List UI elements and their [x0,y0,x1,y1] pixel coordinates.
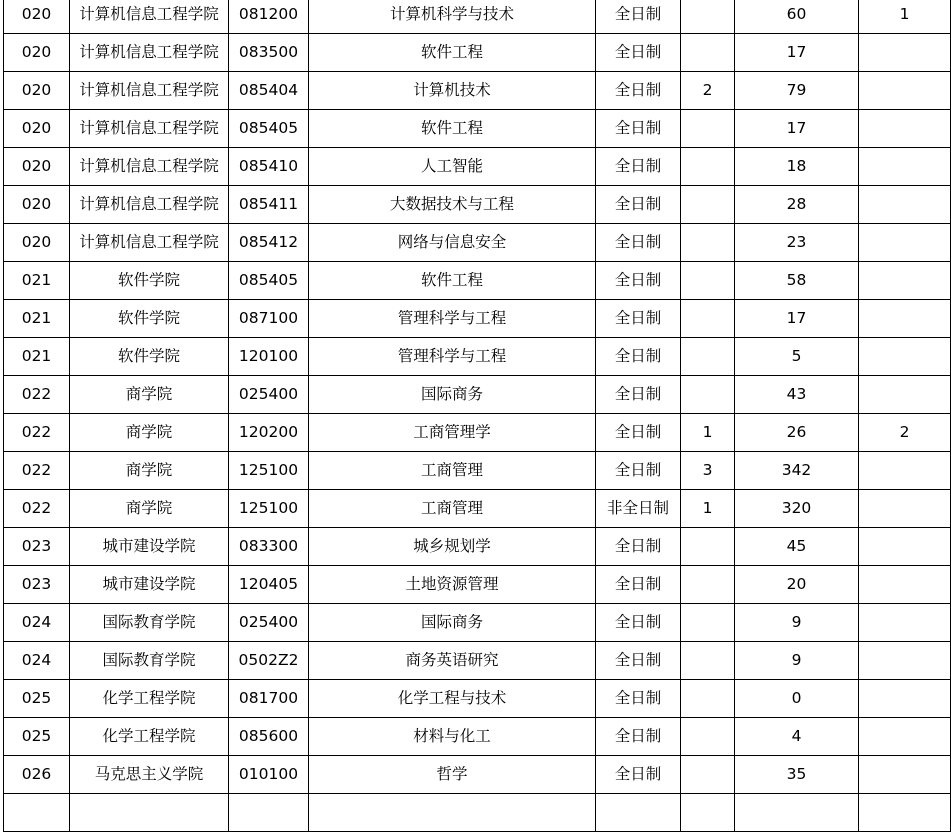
dept-name-cell: 商学院 [70,414,229,452]
study-mode-cell: 全日制 [596,604,681,642]
major-name-cell: 哲学 [309,756,596,794]
count-c-cell [859,110,951,148]
major-name-cell [309,794,596,832]
study-mode-cell: 全日制 [596,110,681,148]
dept-code-cell: 026 [4,756,70,794]
major-name-cell: 大数据技术与工程 [309,186,596,224]
dept-name-cell: 计算机信息工程学院 [70,110,229,148]
count-c-cell [859,224,951,262]
count-a-cell: 3 [681,452,735,490]
dept-code-cell: 024 [4,642,70,680]
major-code-cell: 081700 [229,680,309,718]
count-b-cell: 17 [735,34,859,72]
count-b-cell: 320 [735,490,859,528]
count-a-cell [681,148,735,186]
count-a-cell [681,718,735,756]
count-c-cell [859,148,951,186]
count-b-cell: 26 [735,414,859,452]
count-c-cell [859,528,951,566]
major-code-cell: 083300 [229,528,309,566]
major-code-cell: 081200 [229,0,309,34]
count-c-cell [859,604,951,642]
enrollment-table [3,0,951,832]
count-b-cell: 342 [735,452,859,490]
study-mode-cell: 非全日制 [596,490,681,528]
dept-code-cell: 022 [4,490,70,528]
count-c-cell [859,338,951,376]
count-a-cell [681,642,735,680]
table-row [4,0,951,34]
dept-name-cell [70,794,229,832]
dept-code-cell: 024 [4,604,70,642]
dept-code-cell: 025 [4,680,70,718]
count-a-cell [681,756,735,794]
major-code-cell: 087100 [229,300,309,338]
count-b-cell: 9 [735,604,859,642]
count-a-cell [681,376,735,414]
major-name-cell: 管理科学与工程 [309,300,596,338]
major-code-cell: 0502Z2 [229,642,309,680]
dept-code-cell: 023 [4,566,70,604]
dept-code-cell: 020 [4,110,70,148]
count-c-cell: 1 [859,0,951,34]
major-code-cell: 083500 [229,34,309,72]
study-mode-cell: 全日制 [596,300,681,338]
study-mode-cell: 全日制 [596,414,681,452]
count-b-cell [735,794,859,832]
major-code-cell: 085405 [229,110,309,148]
study-mode-cell: 全日制 [596,452,681,490]
count-a-cell [681,110,735,148]
study-mode-cell: 全日制 [596,680,681,718]
dept-name-cell: 计算机信息工程学院 [70,186,229,224]
study-mode-cell: 全日制 [596,642,681,680]
major-name-cell: 软件工程 [309,34,596,72]
table-row [4,604,951,642]
study-mode-cell: 全日制 [596,0,681,34]
count-c-cell [859,490,951,528]
count-b-cell: 60 [735,0,859,34]
study-mode-cell: 全日制 [596,34,681,72]
study-mode-cell: 全日制 [596,566,681,604]
major-code-cell: 125100 [229,452,309,490]
dept-code-cell: 021 [4,300,70,338]
table-row [4,452,951,490]
major-name-cell: 材料与化工 [309,718,596,756]
table-row [4,148,951,186]
count-b-cell: 20 [735,566,859,604]
count-b-cell: 45 [735,528,859,566]
major-name-cell: 软件工程 [309,262,596,300]
dept-name-cell: 软件学院 [70,262,229,300]
major-name-cell: 计算机技术 [309,72,596,110]
major-code-cell [229,794,309,832]
table-row [4,490,951,528]
count-a-cell [681,528,735,566]
table-row [4,414,951,452]
dept-name-cell: 计算机信息工程学院 [70,72,229,110]
major-code-cell: 085412 [229,224,309,262]
count-c-cell [859,376,951,414]
table-row [4,72,951,110]
count-c-cell [859,72,951,110]
major-name-cell: 工商管理 [309,452,596,490]
study-mode-cell: 全日制 [596,376,681,414]
count-b-cell: 9 [735,642,859,680]
count-c-cell [859,566,951,604]
dept-name-cell: 城市建设学院 [70,566,229,604]
dept-name-cell: 计算机信息工程学院 [70,224,229,262]
study-mode-cell: 全日制 [596,528,681,566]
count-b-cell: 35 [735,756,859,794]
count-b-cell: 4 [735,718,859,756]
major-name-cell: 人工智能 [309,148,596,186]
dept-name-cell: 马克思主义学院 [70,756,229,794]
table-row [4,642,951,680]
count-c-cell [859,186,951,224]
dept-code-cell: 020 [4,72,70,110]
table-row [4,794,951,832]
count-a-cell: 1 [681,490,735,528]
major-name-cell: 管理科学与工程 [309,338,596,376]
table-row [4,680,951,718]
major-name-cell: 网络与信息安全 [309,224,596,262]
table-row [4,756,951,794]
major-code-cell: 120405 [229,566,309,604]
major-code-cell: 085410 [229,148,309,186]
major-name-cell: 土地资源管理 [309,566,596,604]
table-body [4,0,951,832]
dept-name-cell: 化学工程学院 [70,718,229,756]
dept-code-cell: 021 [4,262,70,300]
count-a-cell [681,224,735,262]
table-row [4,528,951,566]
table-row [4,34,951,72]
table-row [4,186,951,224]
dept-name-cell: 商学院 [70,376,229,414]
count-a-cell [681,566,735,604]
major-code-cell: 120100 [229,338,309,376]
major-name-cell: 国际商务 [309,604,596,642]
count-c-cell [859,756,951,794]
major-name-cell: 工商管理学 [309,414,596,452]
major-code-cell: 125100 [229,490,309,528]
dept-code-cell: 020 [4,186,70,224]
major-name-cell: 计算机科学与技术 [309,0,596,34]
count-b-cell: 18 [735,148,859,186]
table-row [4,376,951,414]
count-a-cell [681,262,735,300]
major-name-cell: 国际商务 [309,376,596,414]
count-b-cell: 79 [735,72,859,110]
count-a-cell: 2 [681,72,735,110]
table-row [4,300,951,338]
dept-name-cell: 软件学院 [70,300,229,338]
table-row [4,262,951,300]
count-b-cell: 5 [735,338,859,376]
dept-code-cell: 020 [4,0,70,34]
count-c-cell [859,794,951,832]
study-mode-cell: 全日制 [596,718,681,756]
count-b-cell: 58 [735,262,859,300]
count-b-cell: 28 [735,186,859,224]
count-c-cell [859,300,951,338]
major-name-cell: 化学工程与技术 [309,680,596,718]
count-b-cell: 0 [735,680,859,718]
dept-name-cell: 商学院 [70,490,229,528]
study-mode-cell [596,794,681,832]
count-c-cell: 2 [859,414,951,452]
dept-name-cell: 国际教育学院 [70,642,229,680]
count-c-cell [859,262,951,300]
major-name-cell: 城乡规划学 [309,528,596,566]
dept-code-cell: 020 [4,224,70,262]
major-code-cell: 085411 [229,186,309,224]
count-a-cell: 1 [681,414,735,452]
dept-code-cell [4,794,70,832]
table-row [4,224,951,262]
dept-code-cell: 025 [4,718,70,756]
table-row [4,338,951,376]
study-mode-cell: 全日制 [596,224,681,262]
dept-code-cell: 022 [4,414,70,452]
count-a-cell [681,0,735,34]
study-mode-cell: 全日制 [596,262,681,300]
count-c-cell [859,452,951,490]
major-code-cell: 120200 [229,414,309,452]
count-a-cell [681,338,735,376]
major-name-cell: 工商管理 [309,490,596,528]
count-a-cell [681,34,735,72]
study-mode-cell: 全日制 [596,148,681,186]
dept-code-cell: 022 [4,376,70,414]
study-mode-cell: 全日制 [596,338,681,376]
major-code-cell: 085600 [229,718,309,756]
dept-name-cell: 计算机信息工程学院 [70,0,229,34]
major-code-cell: 025400 [229,376,309,414]
count-a-cell [681,680,735,718]
dept-name-cell: 软件学院 [70,338,229,376]
dept-code-cell: 023 [4,528,70,566]
dept-name-cell: 计算机信息工程学院 [70,34,229,72]
count-b-cell: 17 [735,300,859,338]
dept-code-cell: 021 [4,338,70,376]
dept-code-cell: 020 [4,148,70,186]
count-c-cell [859,718,951,756]
major-name-cell: 商务英语研究 [309,642,596,680]
dept-code-cell: 020 [4,34,70,72]
count-a-cell [681,186,735,224]
count-c-cell [859,34,951,72]
dept-name-cell: 计算机信息工程学院 [70,148,229,186]
count-b-cell: 23 [735,224,859,262]
count-a-cell [681,794,735,832]
count-a-cell [681,604,735,642]
count-c-cell [859,642,951,680]
major-code-cell: 010100 [229,756,309,794]
dept-name-cell: 商学院 [70,452,229,490]
count-a-cell [681,300,735,338]
study-mode-cell: 全日制 [596,186,681,224]
dept-name-cell: 化学工程学院 [70,680,229,718]
study-mode-cell: 全日制 [596,72,681,110]
table-row [4,110,951,148]
count-c-cell [859,680,951,718]
count-b-cell: 43 [735,376,859,414]
major-name-cell: 软件工程 [309,110,596,148]
study-mode-cell: 全日制 [596,756,681,794]
dept-name-cell: 城市建设学院 [70,528,229,566]
major-code-cell: 025400 [229,604,309,642]
count-b-cell: 17 [735,110,859,148]
table-row [4,718,951,756]
major-code-cell: 085404 [229,72,309,110]
table-row [4,566,951,604]
major-code-cell: 085405 [229,262,309,300]
dept-name-cell: 国际教育学院 [70,604,229,642]
dept-code-cell: 022 [4,452,70,490]
